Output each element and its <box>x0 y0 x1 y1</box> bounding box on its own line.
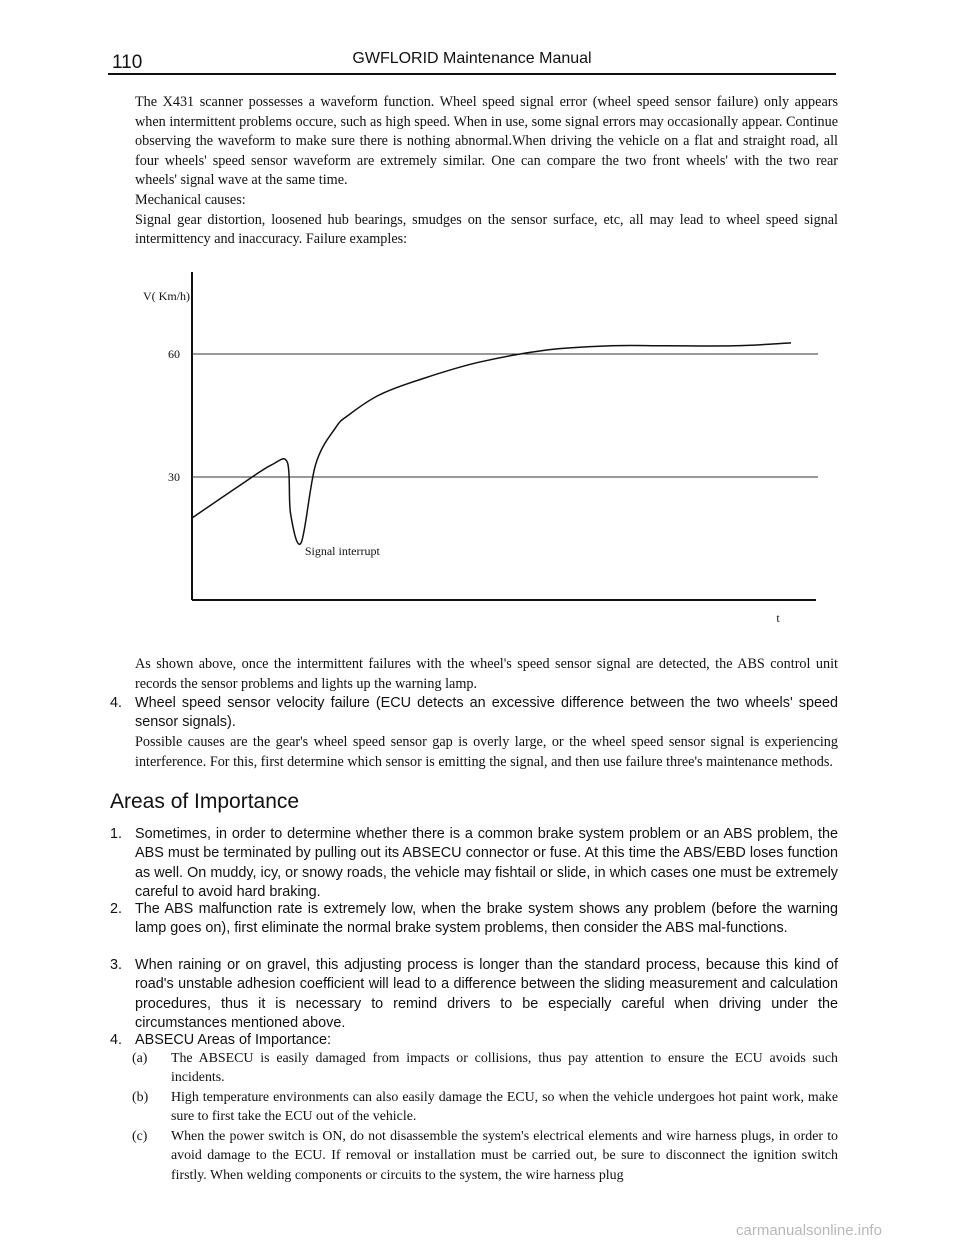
importance-item-2-text: The ABS malfunction rate is extremely low, when the brake system shows any problem (before the warning lamp goes on), first eliminate the normal brake system problems, then consider the ABS mal-functions. <box>135 901 838 937</box>
annotation-0: Signal interrupt <box>304 543 380 558</box>
section-heading: Areas of Importance <box>110 790 300 813</box>
importance-item-1 <box>110 825 838 903</box>
importance-item-4 <box>110 1031 838 1050</box>
header-rule <box>108 73 836 75</box>
subitem-a-text: The ABSECU is easily damaged from impacts or collisions, thus pay attention to ensure the ECU avoids such incidents. <box>171 1051 838 1086</box>
importance-item-4-number: 4. <box>110 1032 123 1048</box>
subitem-c-label: (c) <box>132 1129 148 1144</box>
wheel-speed-chart <box>120 262 840 630</box>
page-number: 110 <box>112 52 143 73</box>
subitem-b-label: (b) <box>132 1090 149 1105</box>
watermark: carmanualsonline.info <box>736 1222 882 1239</box>
subitem-c <box>132 1127 838 1185</box>
subitem-b <box>132 1088 838 1127</box>
chart-plot-area <box>143 272 818 625</box>
after-chart-paragraph: As shown above, once the intermittent failures with the wheel's speed sensor signal are detected, the ABS control unit records the sensor problems and lights up the warning lamp. <box>135 656 838 692</box>
mechanical-causes-paragraph: Signal gear distortion, loosened hub bearings, smudges on the sensor surface, etc, all may lead to wheel speed signal intermittency and inaccuracy. Failure examples: <box>135 211 838 248</box>
subitem-a-label: (a) <box>132 1051 148 1066</box>
page-header <box>108 50 836 74</box>
series-line-0 <box>192 343 791 544</box>
mechanical-causes-label: Mechanical causes: <box>135 192 246 208</box>
importance-item-1-text: Sometimes, in order to determine whether there is a common brake system problem or an ABS problem, the ABS must be terminated by pulling out its ABSECU connector or fuse. At this time the ABS/EBD loses function as well. On muddy, icy, or snowy roads, the vehicle may fishtail or slide, in which cases one must be extremely careful to avoid hard braking. <box>135 826 838 901</box>
intro-paragraph: The X431 scanner possesses a waveform function. Wheel speed signal error (wheel speed sensor failure) only appears when intermittent problems occure, such as high speed. When in use, some signal errors may occasionally appear. Continue observing the waveform to make sure there is nothing abnormal.When driving the vehicle on a flat and straight road, all four wheels' speed sensor waveform are extremely similar. One can compare the two front wheels' with the two rear wheels' signal wave at the same time. <box>135 94 838 189</box>
importance-item-2-number: 2. <box>110 901 123 917</box>
importance-item-3-number: 3. <box>110 957 123 973</box>
importance-item-3-text: When raining or on gravel, this adjusting process is longer than the standard process, because this kind of road's unstable adhesion coefficient will lead to a difference between the sliding measurement and calculation procedures, thus it is necessary to remind drivers to be especially careful when driving under the circumstances mentioned above. <box>135 957 838 1032</box>
y-axis-label: V( Km/h) <box>143 289 190 303</box>
importance-item-1-number: 1. <box>110 826 123 842</box>
subitem-a <box>132 1049 838 1088</box>
running-title: GWFLORID Maintenance Manual <box>352 50 592 67</box>
item-4-body: Possible causes are the gear's wheel speed sensor gap is overly large, or the wheel speed sensor signal is experiencing interference. For this, first determine which sensor is emitting the signal, and then use failure three's maintenance methods. <box>135 734 838 770</box>
importance-item-3 <box>110 956 838 1034</box>
y-tick-label-30: 30 <box>168 470 180 484</box>
x-axis-label: t <box>776 611 780 625</box>
y-tick-label-60: 60 <box>168 347 180 361</box>
subitem-c-text: When the power switch is ON, do not disassemble the system's electrical elements and wire harness plugs, in order to avoid damage to the ECU. If removal or installation must be carried out, be sure to disconnect the ignition switch firstly. When welding components or circuits to the system, the wire harness plug <box>171 1129 838 1183</box>
subitem-b-text: High temperature environments can also easily damage the ECU, so when the vehicle undergoes hot paint work, make sure to first take the ECU out of the vehicle. <box>171 1090 838 1125</box>
importance-item-2 <box>110 900 838 939</box>
importance-item-4-text: ABSECU Areas of Importance: <box>135 1032 331 1048</box>
item-4-number: 4. <box>110 695 123 711</box>
item-4-title-text: Wheel speed sensor velocity failure (ECU detects an excessive difference between the two wheels' speed sensor signals). <box>135 695 838 731</box>
item-4-title <box>110 694 838 733</box>
